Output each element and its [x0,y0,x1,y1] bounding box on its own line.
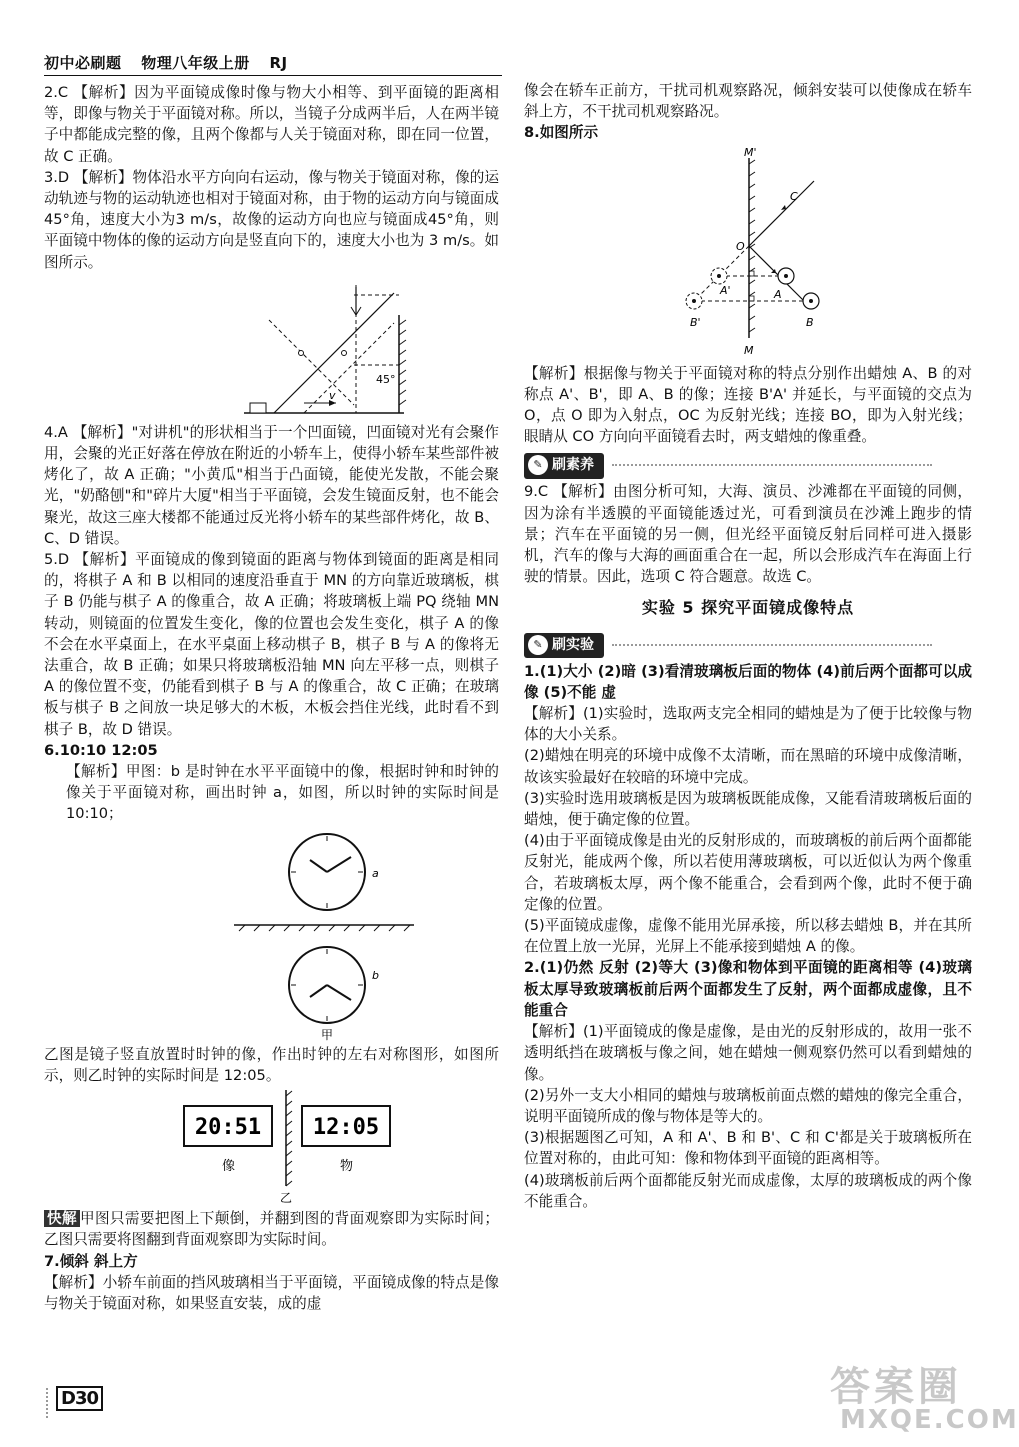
image-time: 20:51 [194,1115,262,1141]
figure-jia-caption: 甲 [321,1027,334,1042]
experiment-1-analysis-2: (2)蜡烛在明亮的环境中成像不太清晰，而在黑暗的环境中成像清晰，故该实验最好在较暗的环境中完成。 [524,747,972,786]
experiment-2-analysis-3: (3)根据题图乙可知，A 和 A'、B 和 B'、C 和 C'都是关于玻璃板所在位置对称的，由此可知：像和物体到平面镜的距离相等。 [524,1129,972,1168]
answer-7-continued: 像会在轿车正前方，干扰司机观察路况，倾斜安装可以使像成在轿车斜上方，不干扰司机观察路况。 [524,82,972,121]
tag-divider [612,464,932,466]
label-o: O [736,239,745,253]
header-rule [44,75,502,76]
watermark-url: MXQE.COM [840,1405,1019,1435]
label-a: A [774,287,782,301]
label-c: C [790,189,798,203]
answer-6-analysis-b: 乙图是镜子竖直放置时时钟的像，作出时钟的左右对称图形，如图所示，则乙时钟的实际时间是 12:05。 [44,1045,499,1084]
figure-q3 [44,275,499,420]
book-title: 初中必刷题 [44,54,122,72]
label-b-prime: B' [690,315,701,329]
experiment-2-result: 2.(1)仍然 反射 (2)等大 (3)像和物体到平面镜的距离相等 (4)玻璃板太厚导致玻璃板前后两个面都发生了反射，两个面都成虚像，且不能重合 [524,959,972,1019]
figure-q8 [524,146,972,361]
experiment-1-analysis-1: 【解析】(1)实验时，选取两支完全相同的蜡烛是为了便于比较像与物体的大小关系。 [524,705,972,744]
answer-3: 3.D 【解析】物体沿水平方向向右运动，像与物关于镜面对称，像的运动轨迹与物的运动轨迹也相对于镜面对称，由于物的运动方向与镜面成45°角，速度大小为3 m/s，故像的运动方向也应与镜面成45°角，则平面镜中物体的像的运动方向是竖直向下的，速度大小也为 3 m/s。如图所示。 [44,168,499,271]
experiment-2-analysis-1: 【解析】(1)平面镜成的像是虚像，是由光的反射形成的，故用一张不透明纸挡在玻璃板与像之间，她在蜡烛一侧观察仍然可以看到蜡烛的像。 [524,1023,972,1083]
quick-solution-tag: 快解 [44,1210,80,1227]
velocity-label: v [329,388,336,402]
page-number: D30 [56,1386,103,1411]
experiment-2-analysis-2: (2)另外一支大小相同的蜡烛与玻璃板前面点燃的蜡烛的像完全重合，说明平面镜所成的像与物体是等大的。 [524,1086,972,1125]
mirror-motion-diagram [44,275,499,420]
answer-7-result: 7.倾斜 斜上方 [44,1252,138,1270]
answer-8-result: 8.如图所示 [524,124,599,142]
section-tag-literacy [524,453,932,477]
object-time: 12:05 [312,1115,380,1141]
experiment-1-analysis-4: (4)由于平面镜成像是由光的反射形成的，而玻璃板的前后两个面都能反射光，能成两个像，所以若使用薄玻璃板，可以近似认为两个像重合，若玻璃板太厚，两个像不能重合，会看到两个像，此时不便于确定像的位置。 [524,832,972,913]
tag-divider [612,644,932,646]
left-column [44,82,499,1314]
clock-b-label: b [372,968,379,982]
clock-a-label: a [372,866,379,880]
experiment-1-result: 1.(1)大小 (2)暗 (3)看清玻璃板后面的物体 (4)前后两个面都可以成像 (5)不能 虚 [524,662,972,701]
answer-7-analysis: 【解析】小轿车前面的挡风玻璃相当于平面镜，平面镜成像的特点是像与物关于镜面对称，如果竖直安装，成的虚 [44,1273,499,1312]
answer-9: 9.C 【解析】由图分析可知，大海、演员、沙滩都在平面镜的同侧，因为涂有半透膜的平面镜能透过光，可看到演员在沙滩上跑步的情景；汽车在平面镜的另一侧，但光经平面镜反射后同样可进入摄影机，汽车的像与大海的画面重合在一起，所以会形成汽车在海面上行驶的情景。因此，选项 C 符合题意。故选 C。 [524,483,972,586]
experiment-1-analysis-3: (3)实验时选用玻璃板是因为玻璃板既能成像，又能看清玻璃板后面的蜡烛，便于确定像的位置。 [524,789,972,829]
angle-label: 45° [376,372,396,386]
margin-dots [46,1388,56,1418]
watermark-logo: 答案圈 [830,1364,962,1410]
answer-2: 2.C 【解析】因为平面镜成像时像与物大小相等、到平面镜的距离相等，即像与物关于平面镜对称。所以，当镜子分成两半后，人在两半镜子中都能成完整的像，且两个像都与人关于镜面对称，即在同一位置，故 C 正确。 [44,84,499,165]
answer-5: 5.D 【解析】平面镜成的像到镜面的距离与物体到镜面的距离是相同的，将棋子 A 和 B 以相同的速度沿垂直于 MN 的方向靠近玻璃板，棋子 B 仍能与棋子 A 的像重合，故 A 正确；将玻璃板上端 PQ 绕轴 MN 转动，则镜面的位置发生变化，像的位置也会发生变化，棋子 A 的像不会在水平桌面上，在水平桌面上移动棋子 B，棋子 B 与 A 的像将无法重合，故 B 正确；如果只将玻璃板沿轴 MN 向左平移一点，则棋子 A 的像位置不变，仍能看到棋子 B 与 A 的像重合，故 C 正确；在玻璃板与棋子 B 之间放一块足够大的木板，木板会挡住光线，此时看不到棋子 B，故 D 错误。 [44,551,499,738]
quick-solution-text: 甲图只需要把图上下颠倒，并翻到图的背面观察即为实际时间；乙图只需要将图翻到背面观察即为实际时间。 [44,1210,499,1249]
answer-6-result: 6.10:10 12:05 [44,741,158,759]
section-tag-experiment [524,633,932,657]
edition: RJ [269,54,288,72]
object-label: 物 [340,1159,354,1175]
label-m-bottom: M [744,343,754,357]
section-title: 实验 5 探究平面镜成像特点 [641,598,855,618]
label-a-prime: A' [720,283,731,297]
experiment-1-analysis-5: (5)平面镜成虚像，虚像不能用光屏承接，所以移去蜡烛 B，并在其所在位置上放一光屏，光屏上不能承接到蜡烛 A 的像。 [524,917,972,956]
answer-4: 4.A 【解析】"对讲机"的形状相当于一个凹面镜，凹面镜对光有会聚作用，会聚的光正好落在停放在附近的小轿车上，使得小轿车某些部件被烤化了，故 A 正确；"小黄瓜"相当于凸面镜，能使光发散，不能会聚光，"奶酪刨"和"碎片大厦"相当于平面镜，会发生镜面反射，也不能会聚光，故这三座大楼都不能通过反光将小轿车的某些部件烤化，故 B、C、D 错误。 [44,423,499,547]
figure-q6-yi [44,1088,499,1206]
tag-experiment-label: 刷实验 [552,636,594,653]
digital-clock-diagram [44,1088,499,1206]
right-column [524,80,972,1212]
label-m-top: M' [744,145,757,159]
candle-mirror-diagram [524,146,972,361]
brush-icon: ✎ [528,635,548,655]
brush-icon: ✎ [528,455,548,475]
image-label: 像 [222,1159,236,1175]
running-header [44,52,302,73]
subject-title: 物理八年级上册 [141,54,250,72]
clock-mirror-diagram [44,827,499,1042]
experiment-2-analysis-4: (4)玻璃板前后两个面都能反射光而成虚像，太厚的玻璃板成的两个像不能重合。 [524,1171,972,1210]
label-b: B [806,315,814,329]
tag-literacy-label: 刷素养 [552,457,594,474]
figure-q6-jia [44,827,499,1042]
answer-8-analysis: 【解析】根据像与物关于平面镜对称的特点分别作出蜡烛 A、B 的对称点 A'、B'，即 A、B 的像；连接 B'A' 并延长，与平面镜的交点为 O，点 O 即为入射点，OC 为反射光线；连接 BO，即为入射光线；眼睛从 CO 方向向平面镜看去时，两支蜡烛的像重叠。 [524,364,972,446]
quick-solution [44,1208,499,1250]
answer-6-analysis-a: 【解析】甲图：b 是时钟在水平平面镜中的像，根据时钟和时钟的像关于平面镜对称，画出时钟 a，如图，所以时钟的实际时间是 10:10； [66,763,499,823]
figure-yi-caption: 乙 [280,1191,293,1206]
